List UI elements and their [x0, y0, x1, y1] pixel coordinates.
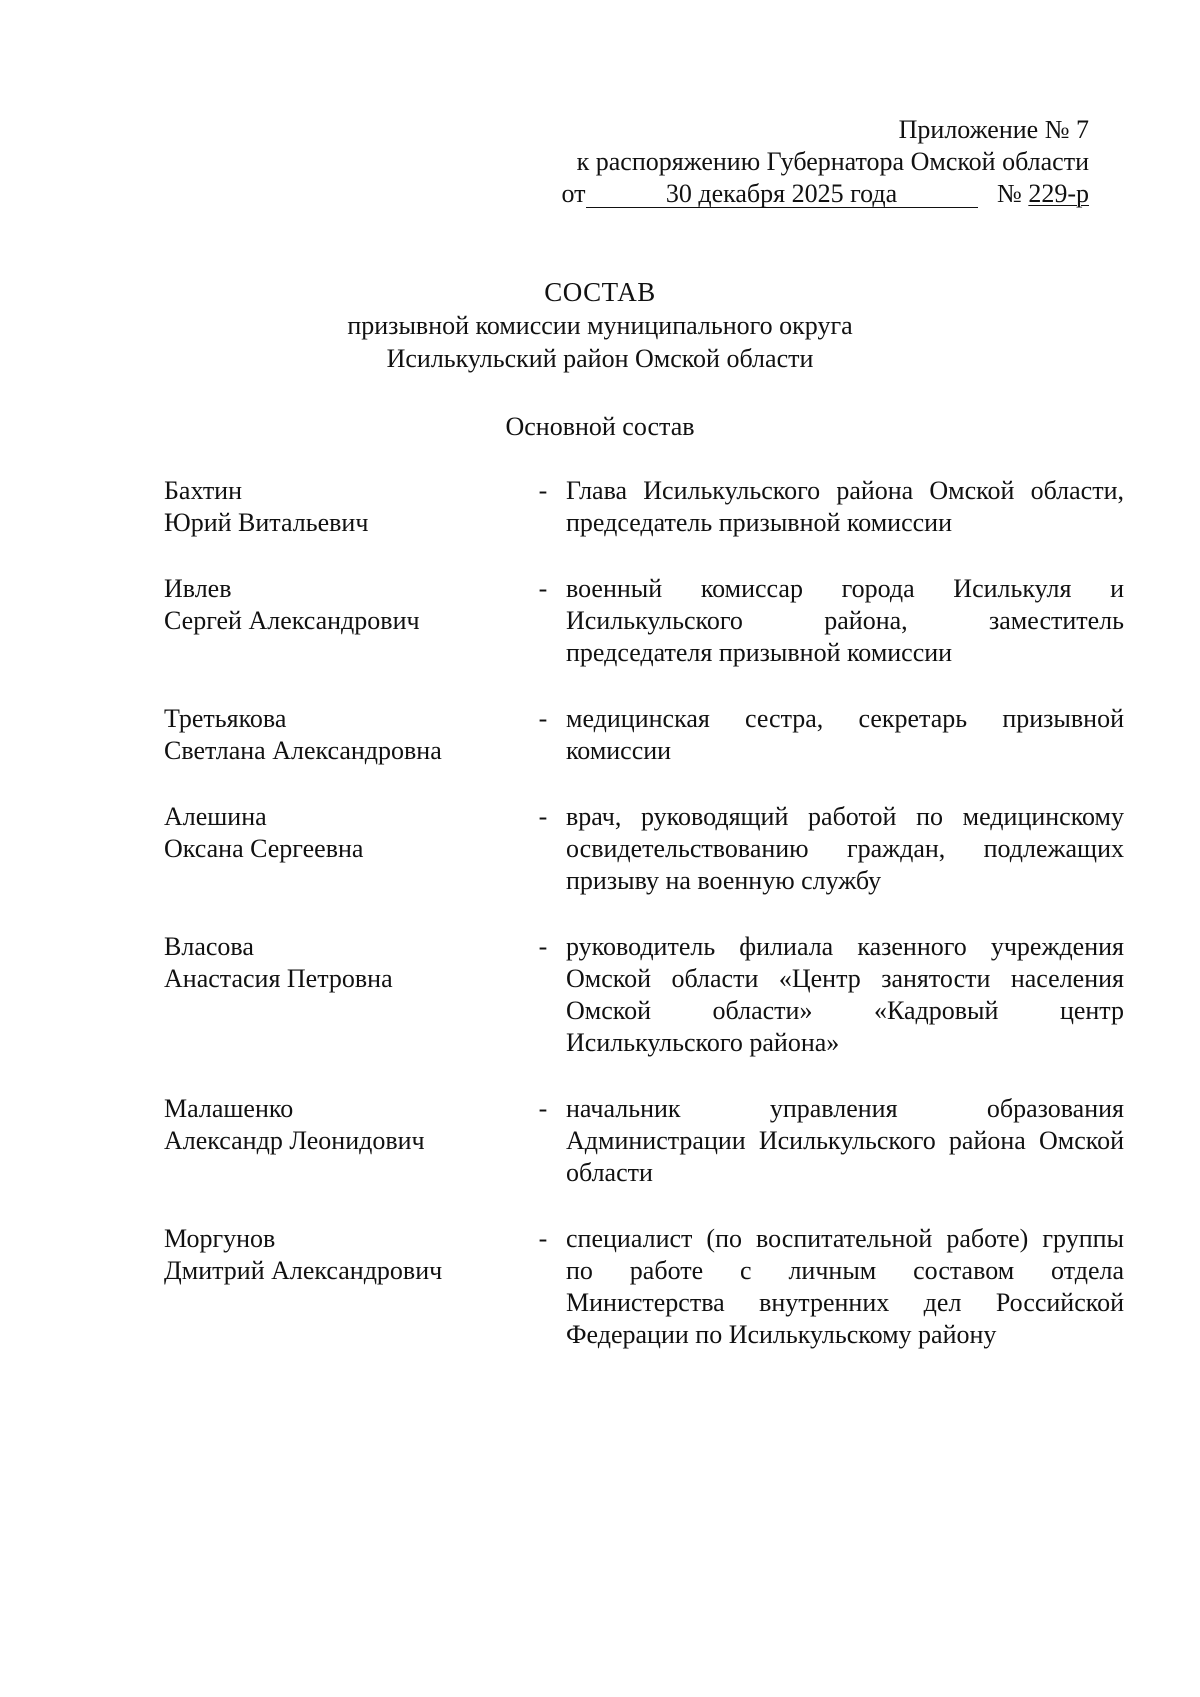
member-given-names: Александр Леонидович [164, 1126, 425, 1155]
member-name [164, 1093, 520, 1157]
title-line-2: Исилькульский район Омской области [386, 344, 814, 373]
member-row [164, 931, 1124, 1059]
members-list [164, 475, 1124, 1351]
order-number: 229-р [1028, 179, 1089, 208]
member-row [164, 1223, 1124, 1351]
member-role: врач, руководящий работой по медицинскому освидетельствованию граждан, подлежащих призыву на военную службу [566, 802, 1124, 895]
title-main: СОСТАВ [544, 277, 656, 307]
member-surname: Бахтин [164, 476, 243, 505]
member-row [164, 475, 1124, 539]
member-given-names: Анастасия Петровна [164, 964, 393, 993]
member-name [164, 931, 520, 995]
member-dash: - [538, 704, 548, 733]
member-name [164, 703, 520, 767]
member-role: военный комиссар города Исилькуля и Исилькульского района, заместитель председателя призывной комиссии [566, 574, 1124, 667]
member-row [164, 1093, 1124, 1189]
member-surname: Алешина [164, 802, 267, 831]
member-surname: Третьякова [164, 704, 287, 733]
member-given-names: Дмитрий Александрович [164, 1256, 443, 1285]
number-sign: № [997, 179, 1022, 208]
appendix-number: Приложение № 7 [898, 115, 1089, 144]
member-surname: Власова [164, 932, 254, 961]
order-date-number-line [469, 178, 1089, 210]
member-dash: - [538, 1094, 548, 1123]
order-date: 30 декабря 2025 года [665, 179, 898, 208]
member-row [164, 703, 1124, 767]
member-dash: - [538, 1224, 548, 1253]
order-reference: к распоряжению Губернатора Омской области [576, 147, 1089, 176]
member-role: медицинская сестра, секретарь призывной комиссии [566, 704, 1124, 765]
member-given-names: Сергей Александрович [164, 606, 420, 635]
order-date-field [586, 181, 978, 208]
member-name [164, 475, 520, 539]
member-dash: - [538, 574, 548, 603]
member-role: специалист (по воспитательной работе) группы по работе с личным составом отдела Министерства внутренних дел Российской Федерации по Исилькульскому району [566, 1224, 1124, 1349]
member-row [164, 801, 1124, 897]
title-line-1: призывной комиссии муниципального округа [347, 311, 853, 340]
member-given-names: Оксана Сергеевна [164, 834, 364, 863]
member-role: начальник управления образования Администрации Исилькульского района Омской области [566, 1094, 1124, 1187]
member-surname: Моргунов [164, 1224, 276, 1253]
member-dash: - [538, 476, 548, 505]
from-label: от [561, 179, 586, 208]
document-title [0, 276, 1200, 375]
member-given-names: Светлана Александровна [164, 736, 442, 765]
member-surname: Ивлев [164, 574, 232, 603]
section-title: Основной состав [505, 412, 695, 441]
member-name [164, 1223, 520, 1287]
member-name [164, 801, 520, 865]
member-row [164, 573, 1124, 669]
member-name [164, 573, 520, 637]
member-role: Глава Исилькульского района Омской области, председатель призывной комиссии [566, 476, 1124, 537]
appendix-header [469, 114, 1089, 210]
member-dash: - [538, 802, 548, 831]
member-role: руководитель филиала казенного учреждения Омской области «Центр занятости населения Омской области» «Кадровый центр Исилькульского района» [566, 932, 1124, 1057]
member-surname: Малашенко [164, 1094, 294, 1123]
member-given-names: Юрий Витальевич [164, 508, 369, 537]
member-dash: - [538, 932, 548, 961]
